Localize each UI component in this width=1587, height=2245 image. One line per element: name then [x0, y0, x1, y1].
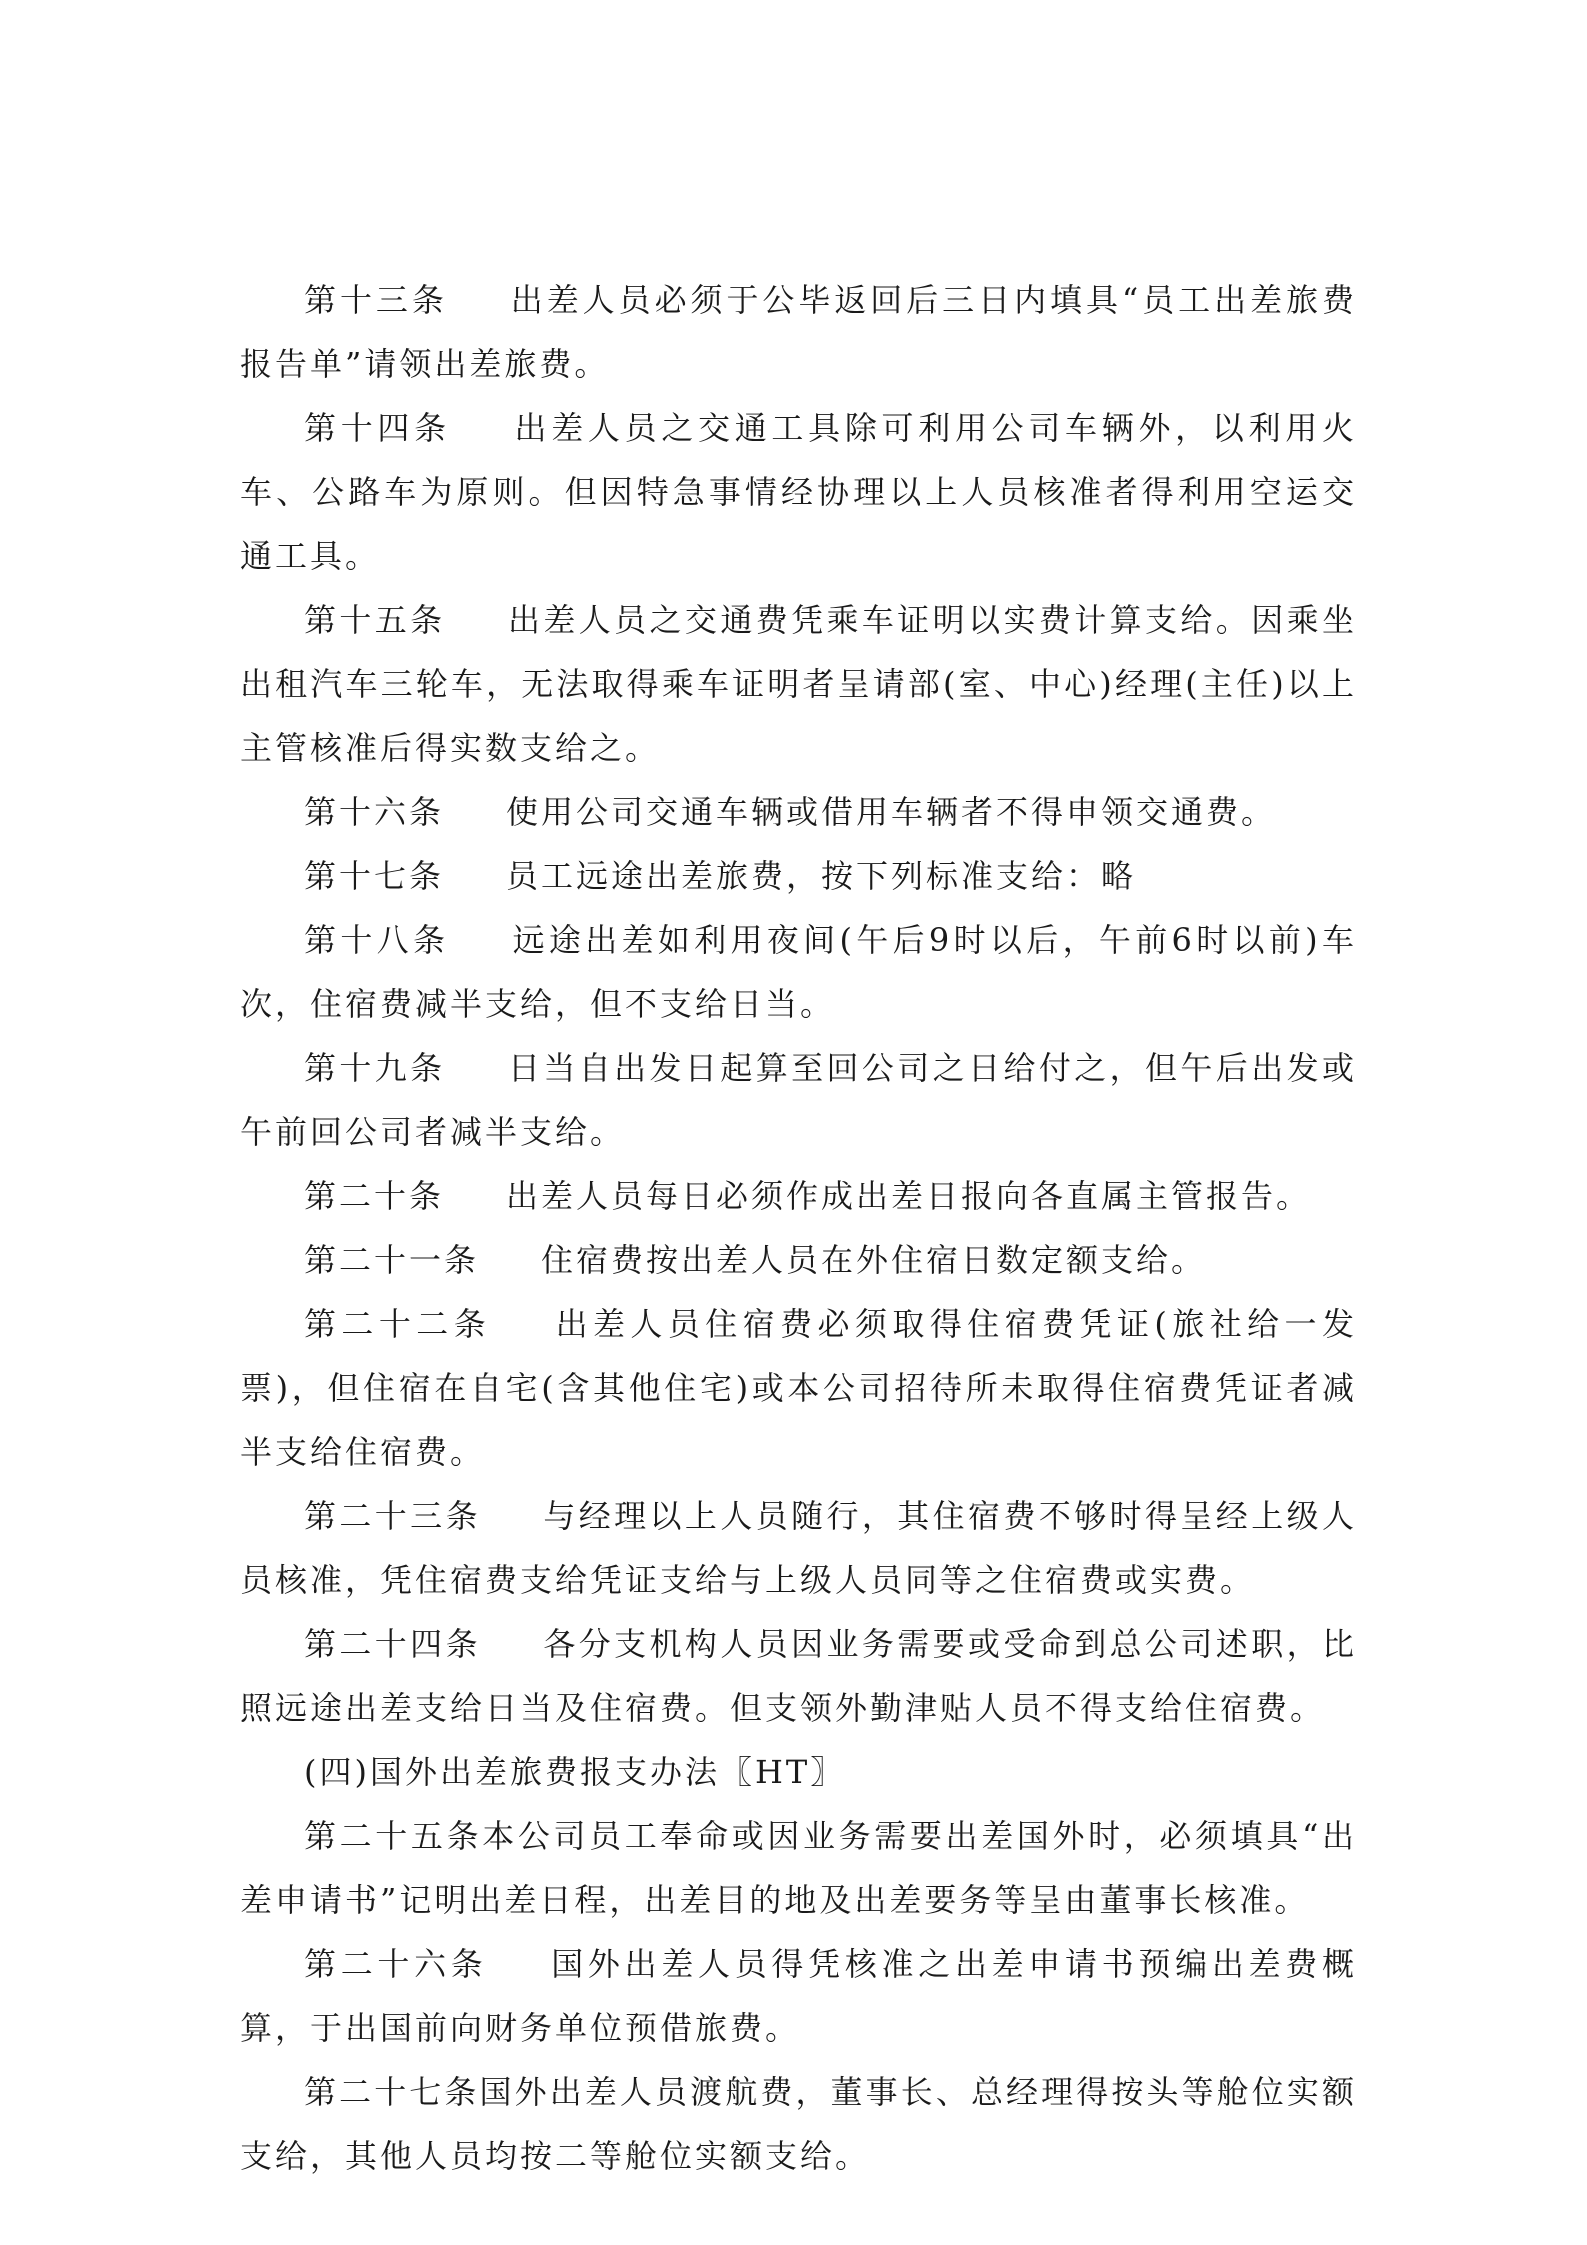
article-label: 第十五条 [304, 601, 446, 639]
article-text: 出差人员必须于公毕返回后三日内填具“员工出差旅费报告单”请领出差旅费。 [240, 281, 1357, 383]
article-label: 第二十二条 [304, 1305, 492, 1343]
article-label: 第二十四条 [304, 1625, 481, 1663]
article-27 [240, 2060, 1357, 2188]
article-25 [240, 1804, 1357, 1932]
article-14 [240, 396, 1357, 588]
article-18 [240, 908, 1357, 1036]
article-label: 第二十一条 [304, 1241, 480, 1279]
article-text: 第二十七条国外出差人员渡航费，董事长、总经理得按头等舱位实额支给，其他人员均按二等舱位实额支给。 [240, 2073, 1357, 2175]
article-21 [240, 1228, 1357, 1292]
article-text: 出差人员每日必须作成出差日报向各直属主管报告。 [506, 1177, 1312, 1215]
article-19 [240, 1036, 1357, 1164]
article-label: 第十七条 [304, 857, 445, 895]
article-text: 出差人员住宿费必须取得住宿费凭证(旅社给一发票)，但住宿在自宅(含其他住宅)或本公司招待所未取得住宿费凭证者减半支给住宿费。 [240, 1305, 1357, 1471]
article-label: 第十九条 [304, 1049, 446, 1087]
article-16 [240, 780, 1357, 844]
article-text: 与经理以上人员随行，其住宿费不够时得呈经上级人员核准，凭住宿费支给凭证支给与上级人员同等之住宿费或实费。 [240, 1497, 1357, 1599]
article-15 [240, 588, 1357, 780]
article-23 [240, 1484, 1357, 1612]
article-label: 第十八条 [304, 921, 450, 959]
article-text: 远途出差如利用夜间(午后9时以后，午前6时以前)车次，住宿费减半支给，但不支给日当。 [240, 921, 1357, 1023]
article-26 [240, 1932, 1357, 2060]
section-heading [240, 1740, 1357, 1804]
article-17 [240, 844, 1357, 908]
article-text: 第二十五条本公司员工奉命或因业务需要出差国外时，必须填具“出差申请书”记明出差日程，出差目的地及出差要务等呈由董事长核准。 [240, 1817, 1357, 1919]
article-text: 出差人员之交通费凭乘车证明以实费计算支给。因乘坐出租汽车三轮车，无法取得乘车证明者呈请部(室、中心)经理(主任)以上主管核准后得实数支给之。 [240, 601, 1357, 767]
section-heading-text: (四)国外出差旅费报支办法〖HT〗 [304, 1753, 846, 1791]
article-text: 使用公司交通车辆或借用车辆者不得申领交通费。 [506, 793, 1277, 831]
article-label: 第十四条 [304, 409, 451, 447]
article-text: 日当自出发日起算至回公司之日给付之，但午后出发或午前回公司者减半支给。 [240, 1049, 1357, 1151]
article-label: 第十三条 [304, 281, 448, 319]
article-label: 第二十三条 [304, 1497, 481, 1535]
article-label: 第二十条 [304, 1177, 445, 1215]
article-label: 第二十六条 [304, 1945, 488, 1983]
article-text: 住宿费按出差人员在外住宿日数定额支给。 [541, 1241, 1207, 1279]
article-text: 员工远途出差旅费，按下列标准支给：略 [506, 857, 1137, 895]
article-13 [240, 268, 1357, 396]
article-text: 各分支机构人员因业务需要或受命到总公司述职，比照远途出差支给日当及住宿费。但支领外勤津贴人员不得支给住宿费。 [240, 1625, 1357, 1727]
article-text: 出差人员之交通工具除可利用公司车辆外，以利用火车、公路车为原则。但因特急事情经协理以上人员核准者得利用空运交通工具。 [240, 409, 1357, 575]
article-text: 国外出差人员得凭核准之出差申请书预编出差费概算，于出国前向财务单位预借旅费。 [240, 1945, 1357, 2047]
article-label: 第十六条 [304, 793, 445, 831]
article-20 [240, 1164, 1357, 1228]
article-22 [240, 1292, 1357, 1484]
article-24 [240, 1612, 1357, 1740]
